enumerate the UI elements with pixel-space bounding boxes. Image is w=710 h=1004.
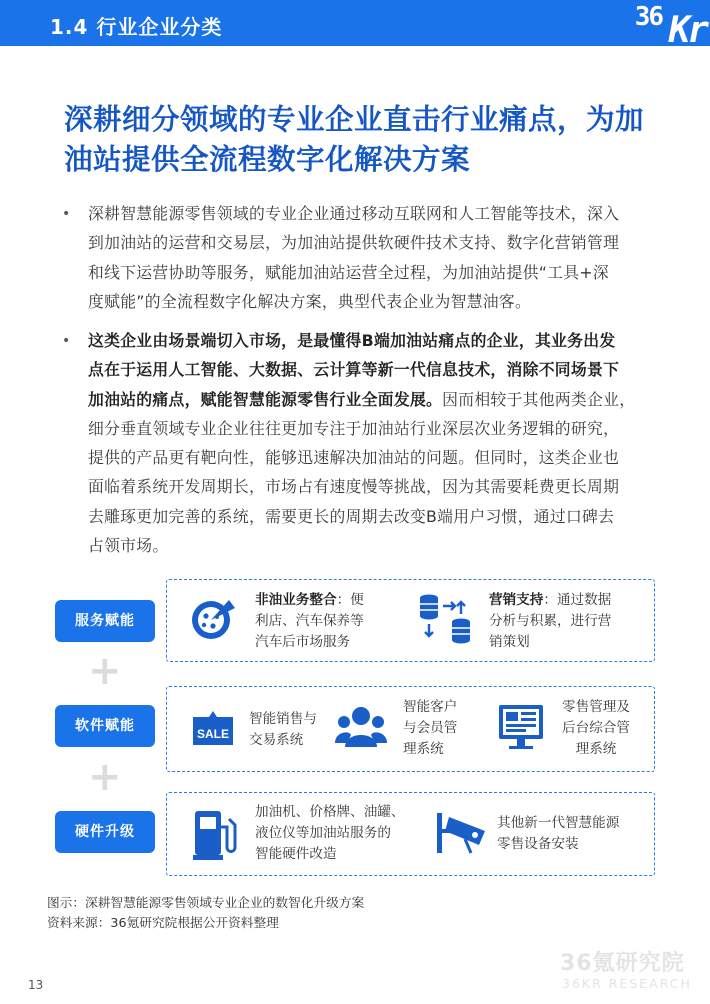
category-software-empowerment: 软件赋能 (55, 705, 155, 747)
section-title: 1.4 行业企业分类 (50, 15, 223, 39)
category-service-empowerment: 服务赋能 (55, 600, 155, 642)
fuel-pump-icon (193, 809, 239, 861)
header-bar (0, 0, 710, 51)
plus-icon: + (88, 648, 122, 694)
item-line: 分析与积累，进行营 (489, 613, 612, 629)
paragraph-line: 提供的产品更有靶向性，能够迅速解决加油站的问题。但同时，这类企业也 (88, 448, 620, 468)
paragraph-line: 和线下运营协助等服务，赋能加油站运营全过程，为加油站提供“工具+深 (88, 262, 610, 282)
logo-text-36: 36 (634, 2, 662, 32)
headline-line-2: 油站提供全流程数字化解决方案 (64, 143, 471, 176)
paragraph-line: 细分垂直领域专业企业往往更加专注于加油站行业深层次业务逻辑的研究， (88, 418, 620, 438)
item-line: 液位仪等加油站服务的 (255, 825, 391, 841)
item-line: 零售管理及 (562, 699, 630, 715)
users-icon (335, 705, 387, 749)
figure-caption: 图示：深耕智慧能源零售领域专业企业的数智化升级方案 (47, 895, 365, 910)
smart-sales-text (249, 709, 339, 751)
item-line: 利店、汽车保养等 (255, 613, 364, 629)
marketing-support-text (489, 590, 629, 653)
item-line: 零售设备安装 (497, 836, 579, 852)
category-hardware-upgrade: 硬件升级 (55, 811, 155, 853)
security-camera-icon (435, 809, 489, 857)
pizza-icon (189, 594, 237, 642)
non-oil-business-title: 非油业务整合 (255, 592, 337, 608)
item-line: ：通过数据 (543, 592, 612, 608)
retail-management-text (551, 697, 641, 760)
paragraph-line: 占领市场。 (88, 536, 169, 556)
software-empowerment-panel (166, 686, 655, 772)
smart-hardware-text (255, 802, 425, 865)
item-line: 汽车后市场服务 (255, 634, 351, 650)
watermark-cn: 36氪研究院 (560, 951, 685, 976)
item-line: 理系统 (403, 741, 444, 757)
item-line: 后台综合管 (562, 720, 630, 736)
hardware-upgrade-panel (166, 792, 655, 876)
plus-icon: + (88, 754, 122, 800)
paragraph-2 (88, 326, 658, 560)
item-line: 与会员管 (403, 720, 458, 736)
item-line: 智能销售与 (249, 711, 317, 727)
item-line: 智能客户 (403, 699, 458, 715)
database-sync-icon (417, 592, 477, 648)
paragraph-bold-line: 加油站的痛点，赋能智慧能源零售行业全面发展。 (88, 389, 443, 409)
other-equipment-text (497, 813, 647, 855)
watermark-en: 36KR RESEARCH (562, 976, 692, 991)
item-line: 智能硬件改造 (255, 846, 337, 862)
item-line: 交易系统 (249, 732, 304, 748)
paragraph-line: 去雕琢更加完善的系统，需要更长的周期去改变B端用户习惯，通过口碑去 (88, 506, 615, 526)
headline-line-1: 深耕细分领域的专业企业直击行业痛点，为加 (64, 103, 645, 136)
monitor-dashboard-icon (497, 703, 545, 751)
paragraph-1 (88, 199, 658, 316)
logo-text-kr: Kr (668, 10, 706, 51)
36kr-logo (600, 0, 710, 51)
item-line: 理系统 (575, 741, 617, 757)
sale-text: SALE (196, 727, 230, 741)
marketing-support-title: 营销支持 (489, 592, 544, 608)
item-line: 其他新一代智慧能源 (497, 815, 620, 831)
paragraph-bold-line: 点在于运用人工智能、大数据、云计算等新一代信息技术，消除不同场景下 (88, 360, 620, 380)
paragraph-line-tail: 因而相较于其他两类企业， (442, 389, 636, 409)
paragraph-line: 到加油站的运营和交易层，为加油站提供软硬件技术支持、数字化营销管理 (88, 233, 620, 253)
non-oil-business-text (255, 590, 385, 653)
sale-tag-icon (189, 709, 237, 747)
bullet-point: • (62, 333, 71, 349)
customer-management-text (403, 697, 483, 760)
page-number: 13 (28, 978, 44, 992)
bullet-point: • (62, 206, 71, 222)
page-headline (64, 100, 674, 180)
item-line: 加油机、价格牌、油罐、 (255, 804, 405, 820)
paragraph-line: 深耕智慧能源零售领域的专业企业通过移动互联网和人工智能等技术，深入 (88, 204, 620, 223)
source-caption: 资料来源：36氪研究院根据公开资料整理 (47, 915, 279, 930)
paragraph-line: 度赋能”的全流程数字化解决方案，典型代表企业为智慧油客。 (88, 291, 532, 311)
paragraph-bold-line: 这类企业由场景端切入市场，是最懂得B端加油站痛点的企业，其业务出发 (88, 331, 616, 350)
paragraph-line: 面临着系统开发周期长，市场占有速度慢等挑战，因为其需要耗费更长周期 (88, 477, 620, 497)
service-empowerment-panel (166, 579, 655, 662)
item-line: ：便 (336, 592, 364, 608)
item-line: 销策划 (489, 634, 530, 650)
